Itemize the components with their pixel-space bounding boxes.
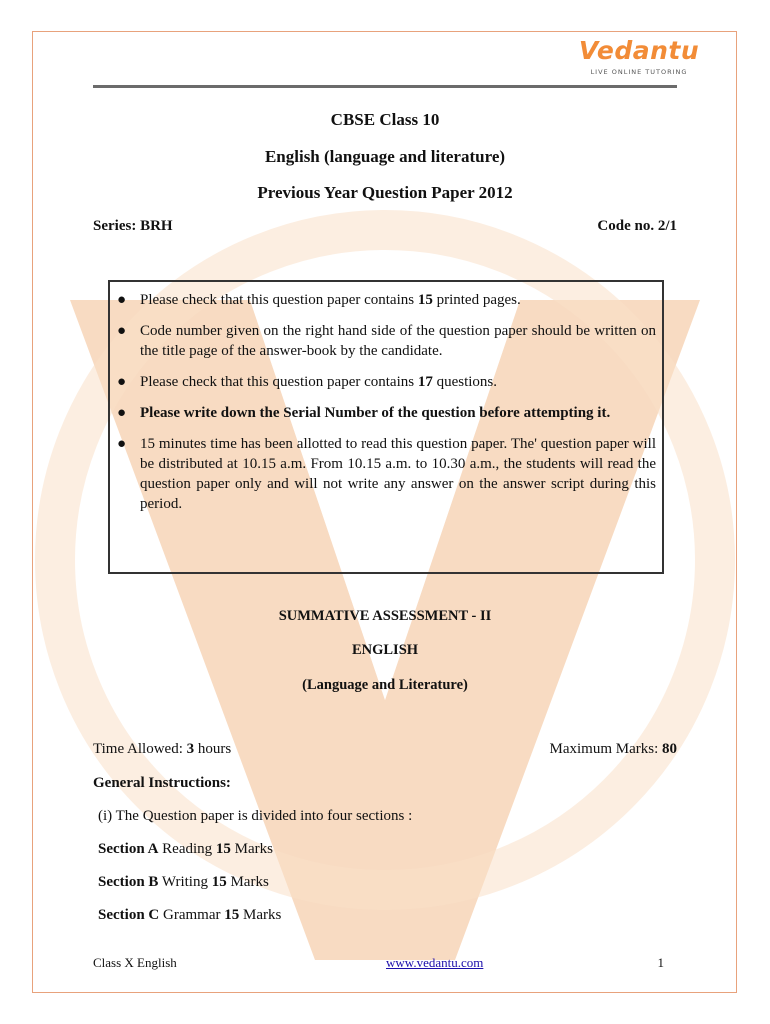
instruction-text: Code number given on the right hand side of the question paper should be written on the title page of the answer-book by the candidate.	[140, 323, 656, 359]
logo-wordmark: Vedantu	[578, 36, 700, 65]
footer-link[interactable]: www.vedantu.com	[386, 955, 484, 970]
instruction-text-end: questions.	[432, 374, 498, 390]
section-name: Section A	[98, 841, 159, 857]
instruction-text: Please check that this question paper contains	[140, 292, 418, 308]
vedantu-logo	[574, 36, 704, 80]
bullet-icon: ●	[117, 292, 127, 308]
bullet-icon: ●	[117, 374, 127, 390]
instruction-bold: 15	[417, 292, 433, 308]
instruction-text-end: printed pages.	[432, 292, 521, 308]
bullet-icon: ●	[117, 323, 127, 339]
instruction-bold: Please write down the Serial Number of the question before attempting it.	[140, 405, 611, 421]
bullet-icon: ●	[117, 436, 127, 452]
section-unit: Marks	[226, 874, 269, 890]
section-unit: Marks	[239, 907, 282, 923]
instruction-text: 15 minutes time has been allotted to read this question paper. The' question paper will be distributed at 10.15 a.m. From 10.15 a.m. to 10.30 a.m., the students will read the question paper only and will not write any answer on the answer script during this period.	[140, 436, 656, 512]
section-name: Section B	[98, 874, 159, 890]
page-number: 1	[657, 955, 664, 970]
section-item	[98, 841, 273, 858]
assessment-subtitle: (Language and Literature)	[302, 677, 468, 693]
instruction-text: Please check that this question paper contains	[140, 374, 418, 390]
code-label: Code no. 2/1	[597, 218, 677, 234]
section-topic: Writing	[158, 874, 212, 890]
sections-intro: (i) The Question paper is divided into four sections :	[98, 808, 413, 824]
section-topic: Reading	[158, 841, 216, 857]
maximum-marks: Maximum Marks: 80	[549, 741, 677, 757]
assessment-title: SUMMATIVE ASSESSMENT - II	[278, 608, 492, 624]
instruction-item	[117, 434, 656, 514]
section-unit: Marks	[230, 841, 273, 857]
instructions-box	[108, 280, 664, 574]
logo-tagline: LIVE ONLINE TUTORING	[590, 68, 688, 76]
paper-year: Previous Year Question Paper 2012	[257, 183, 513, 202]
series-label: Series: BRH	[93, 218, 173, 234]
assessment-subject: ENGLISH	[351, 642, 419, 658]
bullet-icon: ●	[117, 405, 127, 421]
section-item	[98, 874, 269, 891]
instruction-item	[117, 372, 656, 392]
section-marks: 15	[211, 874, 227, 890]
paper-title: CBSE Class 10	[330, 110, 440, 129]
section-marks: 15	[224, 907, 240, 923]
instruction-bold: 17	[417, 374, 433, 390]
paper-subject: English (language and literature)	[264, 147, 506, 166]
header-rule	[93, 85, 677, 88]
instruction-item	[117, 403, 656, 423]
section-name: Section C	[98, 907, 160, 923]
section-topic: Grammar	[159, 907, 225, 923]
section-item	[98, 907, 281, 924]
instruction-item	[117, 290, 656, 310]
time-allowed: Time Allowed: 3 hours	[93, 741, 232, 757]
footer-left: Class X English	[93, 955, 177, 970]
instruction-item	[117, 321, 656, 361]
general-instructions-heading: General Instructions:	[93, 775, 231, 791]
section-marks: 15	[215, 841, 231, 857]
instructions-list	[110, 282, 662, 514]
